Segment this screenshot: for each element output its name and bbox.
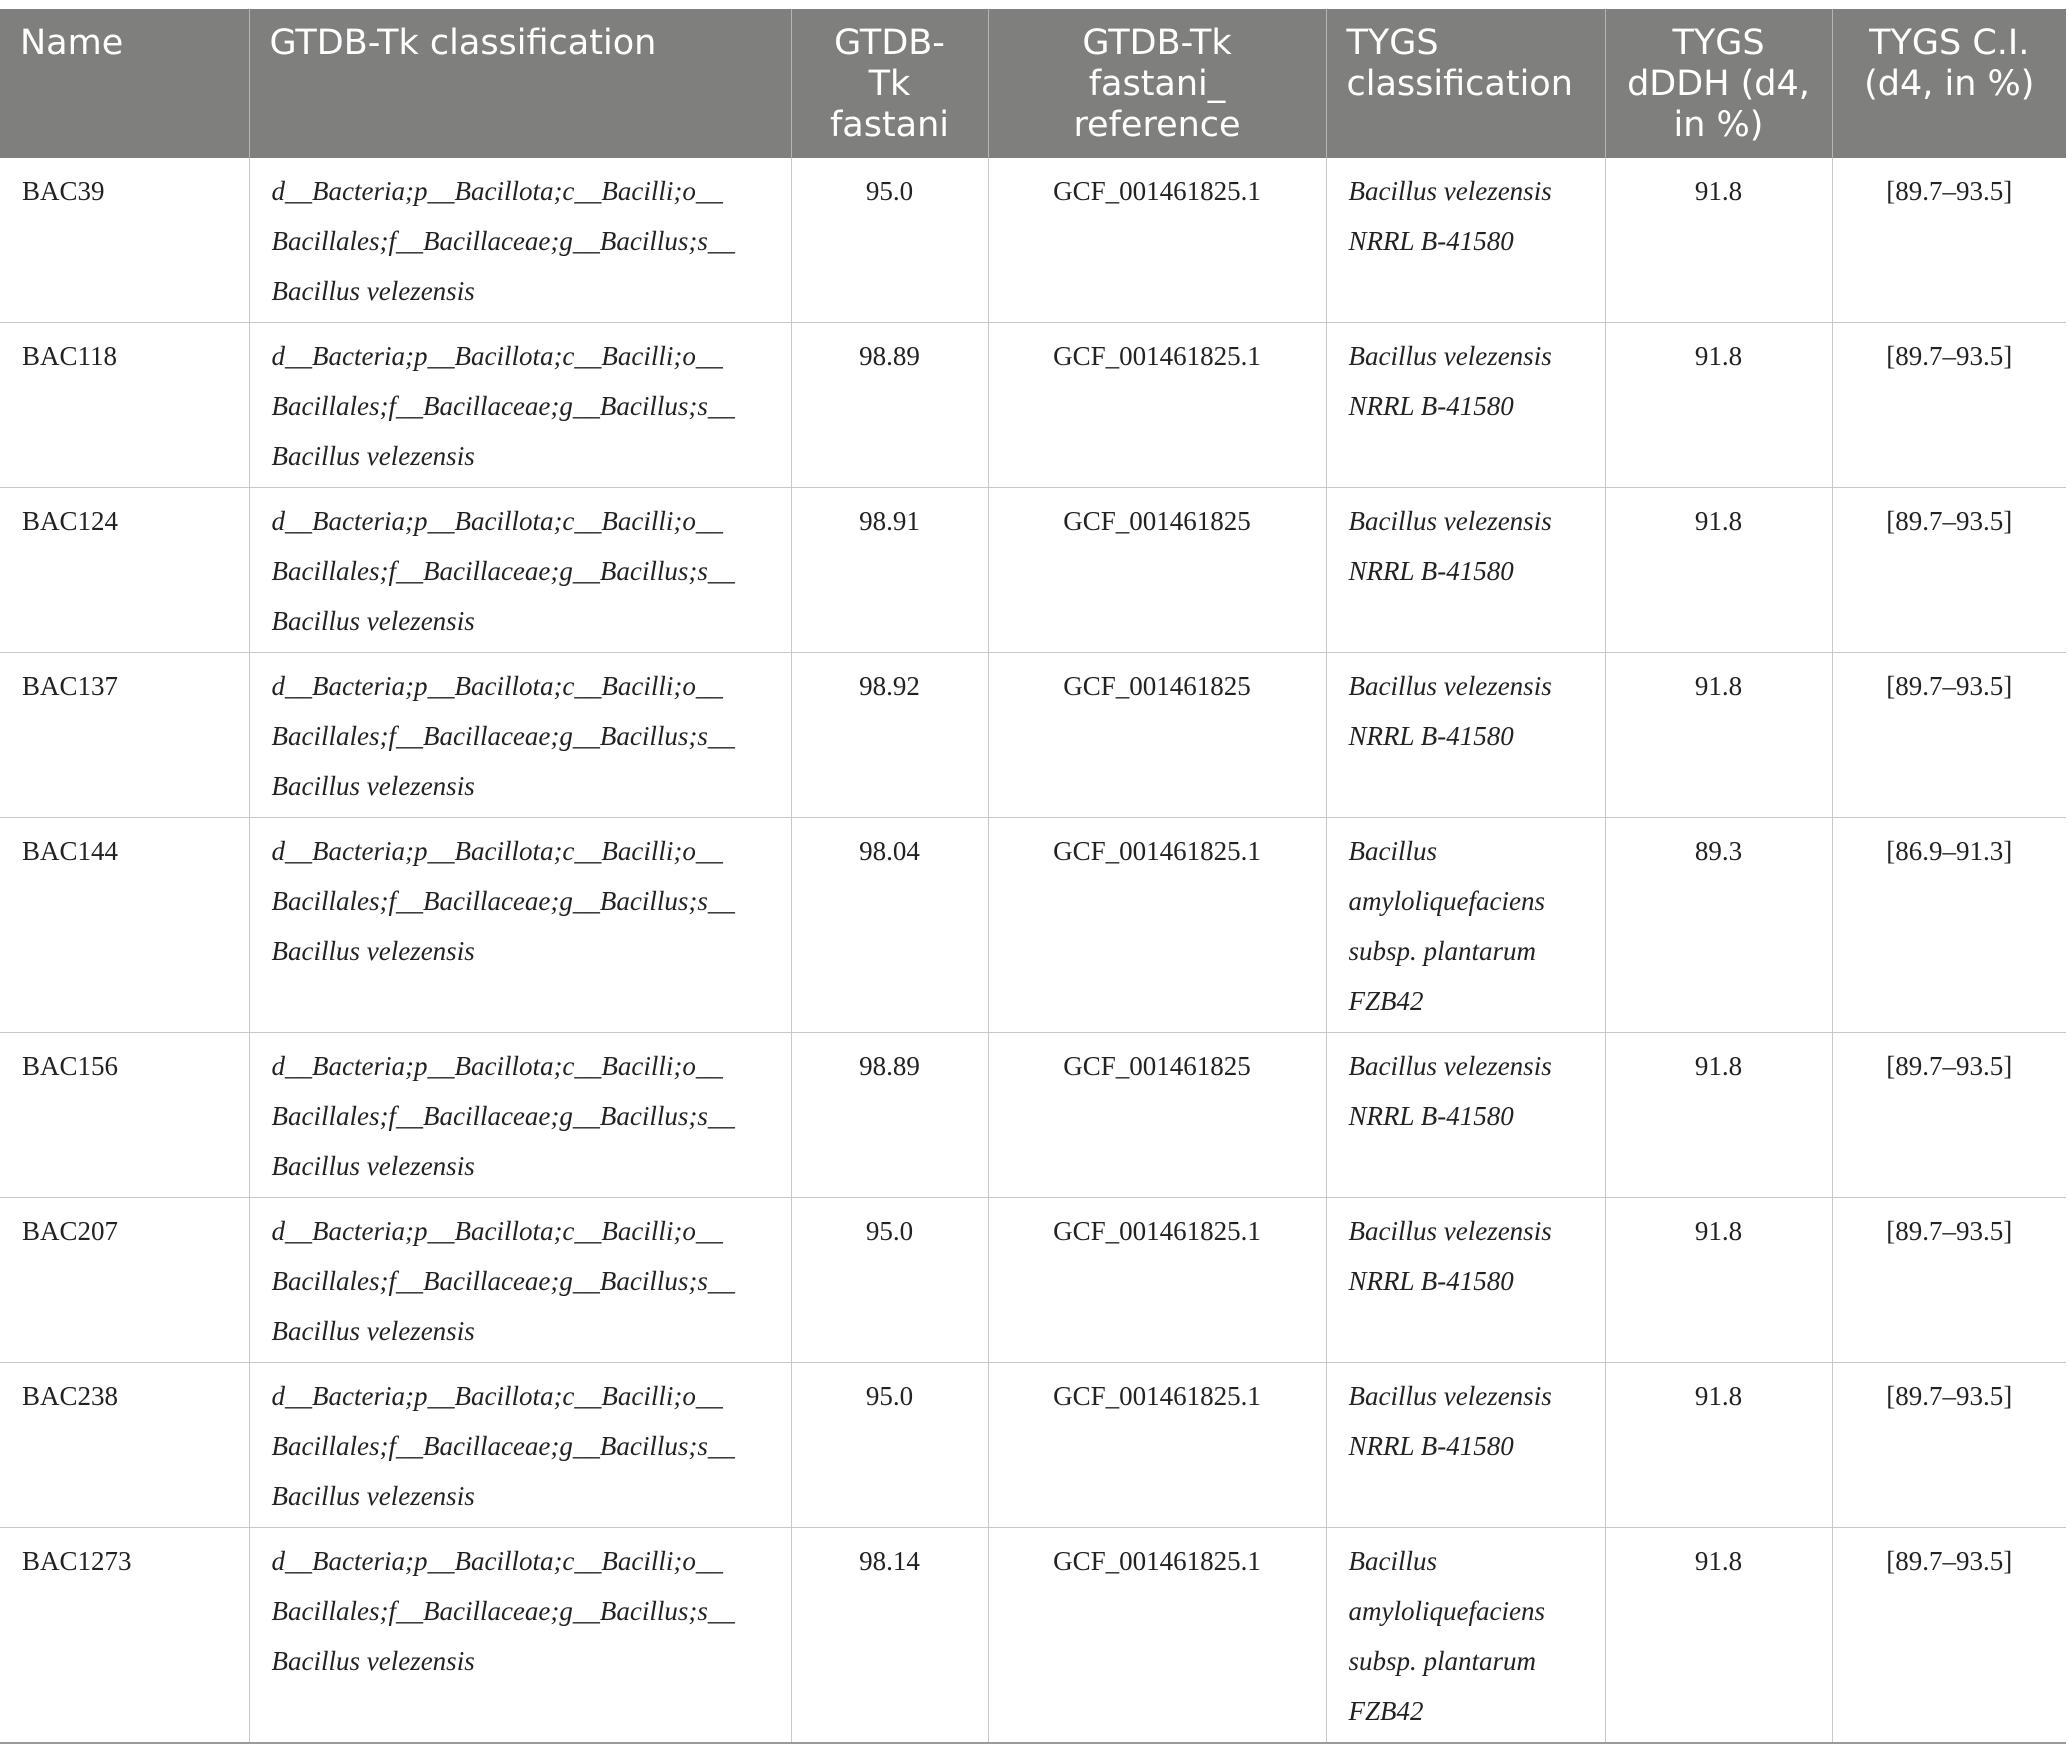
cell-gtdb-classification: d__Bacteria;p__Bacillota;c__Bacilli;o__ Bacillales;f__Bacillaceae;g__Bacillus;s__ Bacillus velezensis [249, 653, 791, 818]
header-tygs-ci: TYGS C.I. (d4, in %) [1832, 9, 2066, 158]
cell-reference: GCF_001461825.1 [988, 818, 1326, 1033]
table-row [0, 818, 2066, 1033]
header-tygs-class: TYGS classification [1326, 9, 1605, 158]
cell-dddh: 91.8 [1605, 323, 1832, 488]
cell-dddh: 91.8 [1605, 1363, 1832, 1528]
cell-gtdb-classification: d__Bacteria;p__Bacillota;c__Bacilli;o__ Bacillales;f__Bacillaceae;g__Bacillus;s__ Bacillus velezensis [249, 1363, 791, 1528]
cell-gtdb-classification: d__Bacteria;p__Bacillota;c__Bacilli;o__ Bacillales;f__Bacillaceae;g__Bacillus;s__ Bacillus velezensis [249, 488, 791, 653]
header-name: Name [0, 9, 249, 158]
cell-reference: GCF_001461825 [988, 653, 1326, 818]
table-row [0, 323, 2066, 488]
cell-gtdb-classification: d__Bacteria;p__Bacillota;c__Bacilli;o__ Bacillales;f__Bacillaceae;g__Bacillus;s__ Bacillus velezensis [249, 1198, 791, 1363]
cell-fastani: 95.0 [791, 1363, 988, 1528]
cell-gtdb-classification: d__Bacteria;p__Bacillota;c__Bacilli;o__ Bacillales;f__Bacillaceae;g__Bacillus;s__ Bacillus velezensis [249, 323, 791, 488]
cell-ci: [89.7–93.5] [1832, 158, 2066, 323]
cell-fastani: 98.91 [791, 488, 988, 653]
cell-tygs-classification: Bacillus velezensis NRRL B-41580 [1326, 323, 1605, 488]
header-gtdb-reference: GTDB-Tk fastani_ reference [988, 9, 1326, 158]
cell-name: BAC124 [0, 488, 249, 653]
table-row [0, 1528, 2066, 1744]
cell-reference: GCF_001461825 [988, 488, 1326, 653]
cell-ci: [89.7–93.5] [1832, 653, 2066, 818]
cell-ci: [89.7–93.5] [1832, 1198, 2066, 1363]
table-row [0, 488, 2066, 653]
cell-gtdb-classification: d__Bacteria;p__Bacillota;c__Bacilli;o__ Bacillales;f__Bacillaceae;g__Bacillus;s__ Bacillus velezensis [249, 1528, 791, 1744]
cell-dddh: 91.8 [1605, 1033, 1832, 1198]
table-row [0, 1033, 2066, 1198]
cell-name: BAC39 [0, 158, 249, 323]
table-row [0, 1363, 2066, 1528]
cell-reference: GCF_001461825.1 [988, 1363, 1326, 1528]
table-row [0, 158, 2066, 323]
cell-ci: [89.7–93.5] [1832, 1363, 2066, 1528]
cell-dddh: 89.3 [1605, 818, 1832, 1033]
cell-fastani: 98.92 [791, 653, 988, 818]
cell-tygs-classification: Bacillus velezensis NRRL B-41580 [1326, 1198, 1605, 1363]
cell-reference: GCF_001461825.1 [988, 158, 1326, 323]
cell-name: BAC137 [0, 653, 249, 818]
table-row [0, 653, 2066, 818]
cell-tygs-classification: Bacillus velezensis NRRL B-41580 [1326, 1363, 1605, 1528]
header-gtdb-class: GTDB-Tk classification [249, 9, 791, 158]
cell-ci: [89.7–93.5] [1832, 1528, 2066, 1744]
table-header-row [0, 9, 2066, 158]
cell-fastani: 98.89 [791, 323, 988, 488]
cell-name: BAC207 [0, 1198, 249, 1363]
cell-dddh: 91.8 [1605, 1528, 1832, 1744]
cell-gtdb-classification: d__Bacteria;p__Bacillota;c__Bacilli;o__ Bacillales;f__Bacillaceae;g__Bacillus;s__ Bacillus velezensis [249, 1033, 791, 1198]
cell-reference: GCF_001461825.1 [988, 323, 1326, 488]
cell-fastani: 98.89 [791, 1033, 988, 1198]
cell-ci: [89.7–93.5] [1832, 488, 2066, 653]
cell-dddh: 91.8 [1605, 653, 1832, 818]
cell-tygs-classification: Bacillus velezensis NRRL B-41580 [1326, 158, 1605, 323]
cell-tygs-classification: Bacillus velezensis NRRL B-41580 [1326, 1033, 1605, 1198]
header-gtdb-fastani: GTDB- Tk fastani [791, 9, 988, 158]
cell-ci: [89.7–93.5] [1832, 1033, 2066, 1198]
cell-reference: GCF_001461825.1 [988, 1528, 1326, 1744]
cell-ci: [86.9–91.3] [1832, 818, 2066, 1033]
cell-dddh: 91.8 [1605, 158, 1832, 323]
cell-tygs-classification: Bacillus velezensis NRRL B-41580 [1326, 653, 1605, 818]
cell-gtdb-classification: d__Bacteria;p__Bacillota;c__Bacilli;o__ Bacillales;f__Bacillaceae;g__Bacillus;s__ Bacillus velezensis [249, 158, 791, 323]
cell-fastani: 98.04 [791, 818, 988, 1033]
cell-name: BAC156 [0, 1033, 249, 1198]
cell-fastani: 95.0 [791, 158, 988, 323]
cell-tygs-classification: Bacillus amyloliquefaciens subsp. plantarum FZB42 [1326, 1528, 1605, 1744]
cell-name: BAC1273 [0, 1528, 249, 1744]
cell-tygs-classification: Bacillus amyloliquefaciens subsp. plantarum FZB42 [1326, 818, 1605, 1033]
cell-dddh: 91.8 [1605, 1198, 1832, 1363]
table-row [0, 1198, 2066, 1363]
cell-name: BAC238 [0, 1363, 249, 1528]
results-table [0, 9, 2066, 1744]
cell-tygs-classification: Bacillus velezensis NRRL B-41580 [1326, 488, 1605, 653]
header-tygs-dddh: TYGS dDDH (d4, in %) [1605, 9, 1832, 158]
cell-dddh: 91.8 [1605, 488, 1832, 653]
cell-name: BAC118 [0, 323, 249, 488]
cell-fastani: 98.14 [791, 1528, 988, 1744]
cell-name: BAC144 [0, 818, 249, 1033]
cell-gtdb-classification: d__Bacteria;p__Bacillota;c__Bacilli;o__ Bacillales;f__Bacillaceae;g__Bacillus;s__ Bacillus velezensis [249, 818, 791, 1033]
cell-reference: GCF_001461825 [988, 1033, 1326, 1198]
cell-fastani: 95.0 [791, 1198, 988, 1363]
cell-ci: [89.7–93.5] [1832, 323, 2066, 488]
cell-reference: GCF_001461825.1 [988, 1198, 1326, 1363]
